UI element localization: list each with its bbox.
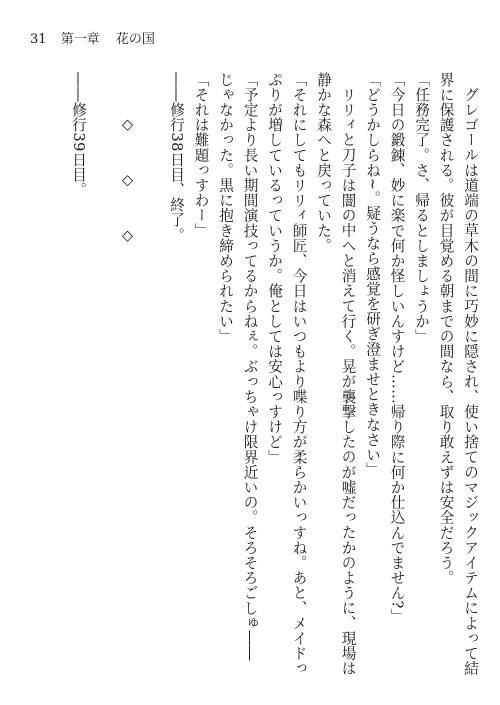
- paragraph: グレゴールは道端の草木の間に巧妙に隠され、使い捨てのマジックアイテムによって結: [462, 86, 479, 676]
- paragraph: ――修行38日目、終了。: [168, 72, 185, 243]
- body-text: [50, 72, 482, 690]
- page-number: 31: [30, 32, 47, 47]
- paragraph: [139, 72, 164, 690]
- paragraph: 「今日の鍛錬、妙に楽で何か怪しいんすけど……帰り際に何か仕込んでません?」: [388, 72, 406, 624]
- running-head: [30, 30, 350, 50]
- paragraph: 「任務完了。さ、帰るとしましょうか」: [413, 72, 430, 344]
- scene-break: ◇ ◇ ◇: [119, 115, 136, 256]
- paragraph: リリィと刀子は闇の中へと消えて行く。晃が襲撃したのが嘘だったかのように、現場は: [339, 86, 357, 676]
- paragraph: 界に保護される。彼が目覚める朝までの間なら、取り敢えずは安全だろう。: [437, 72, 455, 586]
- paragraph: 「予定より長い期間演技ってるからねぇ。ぶっちゃけ限界近いの。そろそろごしゅ――: [241, 72, 259, 661]
- paragraph: ――修行39日目。: [70, 72, 87, 198]
- paragraph: 静かな森へと戻っていた。: [315, 72, 332, 254]
- paragraph: 「それにしてもリリィ師匠、今日はいつもより喋り方が柔らかいっすね。あと、メイドっ: [290, 72, 308, 676]
- paragraph: 「どうかしらね~。疑うなら感覚を研ぎ澄ませときなさい」: [364, 72, 381, 478]
- chapter-title: 花の国: [115, 32, 155, 47]
- paragraph: [90, 72, 115, 690]
- paragraph: 「それは難題っすわー」: [192, 72, 210, 239]
- chapter-label: 第一章: [60, 32, 100, 47]
- paragraph: ぷりが増しているっていうか。俺としては安心っすけど」: [266, 72, 283, 465]
- paragraph: じゃなかった。黒に抱き締められたい」: [217, 72, 234, 344]
